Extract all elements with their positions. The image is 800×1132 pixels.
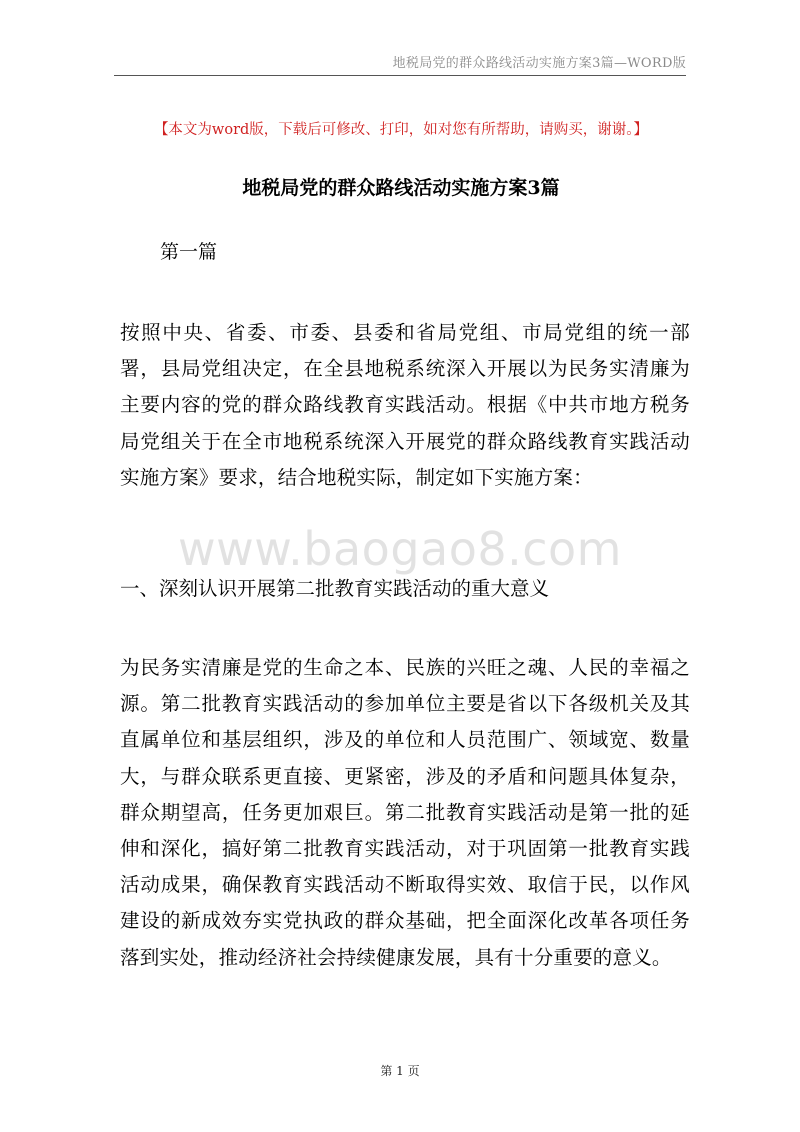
running-header: 地税局党的群众路线活动实施方案3篇—WORD版 (392, 56, 686, 71)
section-label: 第一篇 (160, 241, 218, 263)
page-number: 第 1 页 (380, 1064, 420, 1078)
document-title: 地税局党的群众路线活动实施方案3篇 (242, 177, 560, 199)
body-paragraph-2: 为民务实清廉是党的生命之本、民族的兴旺之魂、人民的幸福之源。第二批教育实践活动的参加单位主要是省以下各级机关及其直属单位和基层组织，涉及的单位和人员范围广、领域宽、数量大，与群众联系更直接、更紧密，涉及的矛盾和问题具体复杂，群众期望高，任务更加艰巨。第二批教育实践活动是第一批的延伸和深化，搞好第二批教育实践活动，对于巩固第一批教育实践活动成果，确保教育实践活动不断取得实效、取信于民，以作风建设的新成效夯实党执政的群众基础，把全面深化改革各项任务落到实处，推动经济社会持续健康发展，具有十分重要的意义。 (120, 656, 690, 969)
download-notice: 【本文为word版，下载后可修改、打印，如对您有所帮助，请购买，谢谢。】 (153, 122, 649, 138)
watermark: www.baogao8.com (178, 522, 622, 576)
section-heading-1: 一、深刻认识开展第二批教育实践活动的重大意义 (120, 577, 550, 600)
body-paragraph-1: 按照中央、省委、市委、县委和省局党组、市局党组的统一部署，县局党组决定，在全县地税系统深入开展以为民务实清廉为主要内容的党的群众路线教育实践活动。根据《中共市地方税务局党组关于在全市地税系统深入开展党的群众路线教育实践活动实施方案》要求，结合地税实际，制定如下实施方案： (120, 321, 690, 489)
header-divider (114, 75, 686, 76)
